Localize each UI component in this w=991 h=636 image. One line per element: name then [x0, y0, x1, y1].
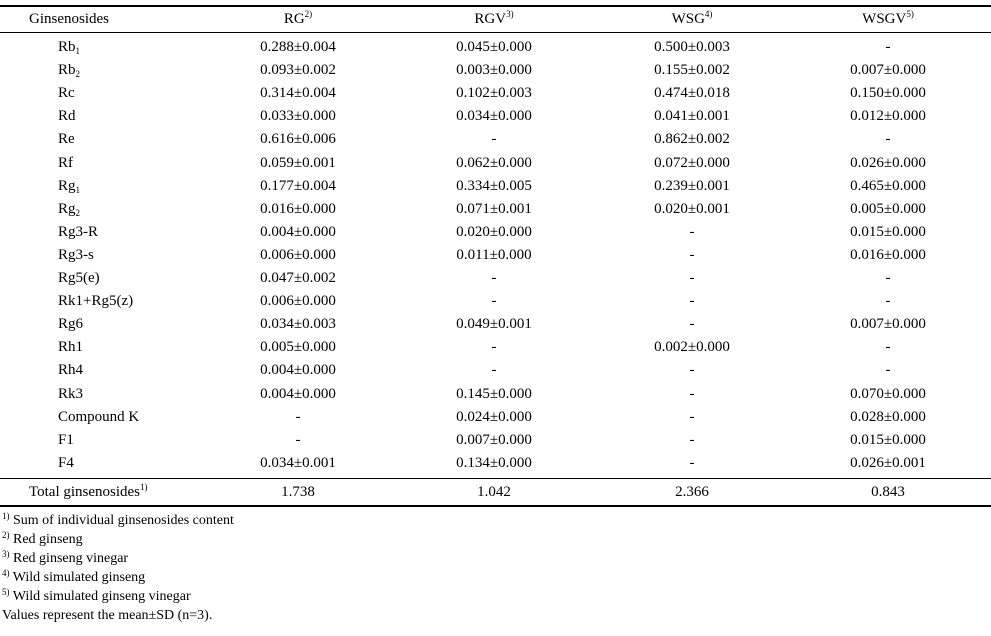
table-cell: 0.070±0.000 — [850, 386, 926, 402]
row-name: $Rg_2$ — [58, 201, 81, 218]
table-cell: 0.015±0.000 — [850, 432, 926, 448]
table-cell: 0.002±0.000 — [654, 339, 730, 355]
table-cell: 0.155±0.002 — [654, 62, 730, 78]
row-name: Re — [58, 131, 75, 147]
table-cell: 0.862±0.002 — [654, 131, 730, 147]
table-cell: 0.016±0.000 — [850, 247, 926, 263]
table-cell: 0.150±0.000 — [850, 85, 926, 101]
table-cell: 0.026±0.000 — [850, 155, 926, 171]
header-footnote-ref: 4) — [704, 9, 713, 19]
table-cell: 0.020±0.000 — [456, 224, 532, 240]
footnote-marker: 1) — [2, 511, 10, 521]
table-cell: 0.239±0.001 — [654, 178, 730, 194]
row-name: Rc — [58, 85, 75, 101]
table-cell: - — [491, 270, 497, 286]
row-name-subscript: 2 — [75, 69, 81, 79]
row-name-subscript: 1 — [75, 46, 81, 56]
table-cell: - — [689, 362, 695, 378]
row-name: $Rb_1$ — [58, 39, 81, 56]
row-name: Rg6 — [58, 316, 84, 332]
row-name-subscript: 2 — [75, 208, 81, 218]
header-footnote-ref: 3) — [506, 9, 514, 19]
row-name: Rk1+Rg5(z) — [58, 293, 134, 309]
table-cell: 0.034±0.003 — [260, 316, 336, 332]
table-cell: 0.033±0.000 — [260, 108, 336, 124]
table-cell: 0.015±0.000 — [850, 224, 926, 240]
total-label: Total ginsenosides$^{1)}$ — [29, 482, 148, 500]
table-cell: 0.034±0.001 — [260, 455, 336, 471]
table-cell: - — [295, 409, 301, 425]
header-wsg: WSG$^{4)}$ — [671, 9, 713, 27]
table-header-rule — [0, 32, 991, 33]
table-cell: 0.007±0.000 — [456, 432, 532, 448]
row-name: F4 — [58, 455, 74, 471]
table-cell: 0.288±0.004 — [260, 39, 336, 55]
header-wsgv: WSGV$^{5)}$ — [862, 9, 914, 27]
table-cell: - — [885, 39, 891, 55]
table-cell: 0.047±0.002 — [260, 270, 336, 286]
table-cell: - — [689, 316, 695, 332]
table-cell: 0.005±0.000 — [260, 339, 336, 355]
footnote: $^{2)}$ Red ginseng — [2, 530, 83, 547]
table-cell: 0.007±0.000 — [850, 62, 926, 78]
table-cell: 0.049±0.001 — [456, 316, 532, 332]
table-cell: 0.041±0.001 — [654, 108, 730, 124]
table-cell: - — [689, 455, 695, 471]
table-cell: - — [491, 339, 497, 355]
row-name: Rg3-s — [58, 247, 94, 263]
row-name: F1 — [58, 432, 74, 448]
table-cell: - — [689, 247, 695, 263]
header-ginsenosides: Ginsenosides — [29, 11, 109, 27]
total-value: 1.738 — [281, 484, 315, 500]
table-cell: 0.011±0.000 — [456, 247, 532, 263]
footnote: $^{4)}$ Wild simulated ginseng — [2, 568, 146, 585]
footnote-marker: 3) — [2, 549, 10, 559]
footnote-marker: 4) — [2, 568, 10, 578]
table-cell: 0.134±0.000 — [456, 455, 532, 471]
row-name: Rf — [58, 155, 73, 171]
table-cell: - — [885, 339, 891, 355]
table-cell: - — [491, 362, 497, 378]
table-cell: 0.616±0.006 — [260, 131, 336, 147]
header-footnote-ref: 2) — [304, 9, 313, 19]
table-top-rule — [0, 5, 991, 7]
table-cell: 0.016±0.000 — [260, 201, 336, 217]
footnote: $^{1)}$ Sum of individual ginsenosides content — [2, 511, 234, 528]
table-cell: 0.007±0.000 — [850, 316, 926, 332]
row-name: Rh4 — [58, 362, 84, 378]
table-cell: 0.177±0.004 — [260, 178, 336, 194]
total-footnote-ref: 1) — [140, 482, 148, 492]
table-cell: 0.093±0.002 — [260, 62, 336, 78]
table-bottom-rule — [0, 505, 991, 507]
row-name: Rk3 — [58, 386, 84, 402]
footnote: Values represent the mean±SD (n=3). — [2, 608, 213, 623]
table-cell: - — [491, 131, 497, 147]
table-cell: 0.006±0.000 — [260, 247, 336, 263]
table-cell: 0.062±0.000 — [456, 155, 532, 171]
table-cell: 0.334±0.005 — [456, 178, 532, 194]
footnotes — [2, 511, 234, 625]
table-cell: - — [689, 224, 695, 240]
total-value: 2.366 — [675, 484, 709, 500]
footnote: $^{5)}$ Wild simulated ginseng vinegar — [2, 587, 191, 604]
header-rg: RG$^{2)}$ — [283, 9, 313, 27]
table-cell: 0.005±0.000 — [850, 201, 926, 217]
footnote: $^{3)}$ Red ginseng vinegar — [2, 549, 129, 566]
table-cell: - — [885, 131, 891, 147]
table-cell: 0.020±0.001 — [654, 201, 730, 217]
table-cell: 0.500±0.003 — [654, 39, 730, 55]
table-cell: 0.004±0.000 — [260, 362, 336, 378]
table-cell: 0.004±0.000 — [260, 386, 336, 402]
table-cell: - — [689, 386, 695, 402]
table-cell: 0.006±0.000 — [260, 293, 336, 309]
row-name: Compound K — [58, 409, 140, 425]
table-cell: 0.034±0.000 — [456, 108, 532, 124]
table-cell: 0.028±0.000 — [850, 409, 926, 425]
table-cell: 0.012±0.000 — [850, 108, 926, 124]
table-cell: 0.072±0.000 — [654, 155, 730, 171]
row-name: $Rb_2$ — [58, 62, 81, 79]
table-cell: - — [295, 432, 301, 448]
table-cell: 0.045±0.000 — [456, 39, 532, 55]
row-name: Rh1 — [58, 339, 84, 355]
table-cell: - — [885, 362, 891, 378]
table-cell: - — [885, 293, 891, 309]
table-cell: 0.071±0.001 — [456, 201, 532, 217]
total-value: 1.042 — [477, 484, 511, 500]
table-cell: 0.145±0.000 — [456, 386, 532, 402]
table-cell: - — [689, 270, 695, 286]
table-cell: - — [689, 293, 695, 309]
header-footnote-ref: 5) — [906, 9, 914, 19]
table-cell: 0.024±0.000 — [456, 409, 532, 425]
row-name: Rg5(e) — [58, 270, 100, 286]
total-value: 0.843 — [871, 484, 905, 500]
row-name: $Rg_1$ — [58, 178, 81, 195]
footnote-marker: 5) — [2, 587, 10, 597]
table-cell: 0.102±0.003 — [456, 85, 532, 101]
table-cell: 0.474±0.018 — [654, 85, 730, 101]
footnote-marker: 2) — [2, 530, 10, 540]
row-name-subscript: 1 — [75, 185, 81, 195]
table-cell: 0.465±0.000 — [850, 178, 926, 194]
table-total-rule — [0, 478, 991, 479]
table-cell: - — [491, 293, 497, 309]
table-cell: 0.059±0.001 — [260, 155, 336, 171]
table-cell: - — [689, 409, 695, 425]
table-cell: - — [885, 270, 891, 286]
table-cell: 0.026±0.001 — [850, 455, 926, 471]
table-cell: 0.314±0.004 — [260, 85, 336, 101]
table-cell: - — [689, 432, 695, 448]
table-cell: 0.004±0.000 — [260, 224, 336, 240]
row-name: Rd — [58, 108, 76, 124]
header-rgv: RGV$^{3)}$ — [474, 9, 514, 27]
table-cell: 0.003±0.000 — [456, 62, 532, 78]
row-name: Rg3-R — [58, 224, 99, 240]
